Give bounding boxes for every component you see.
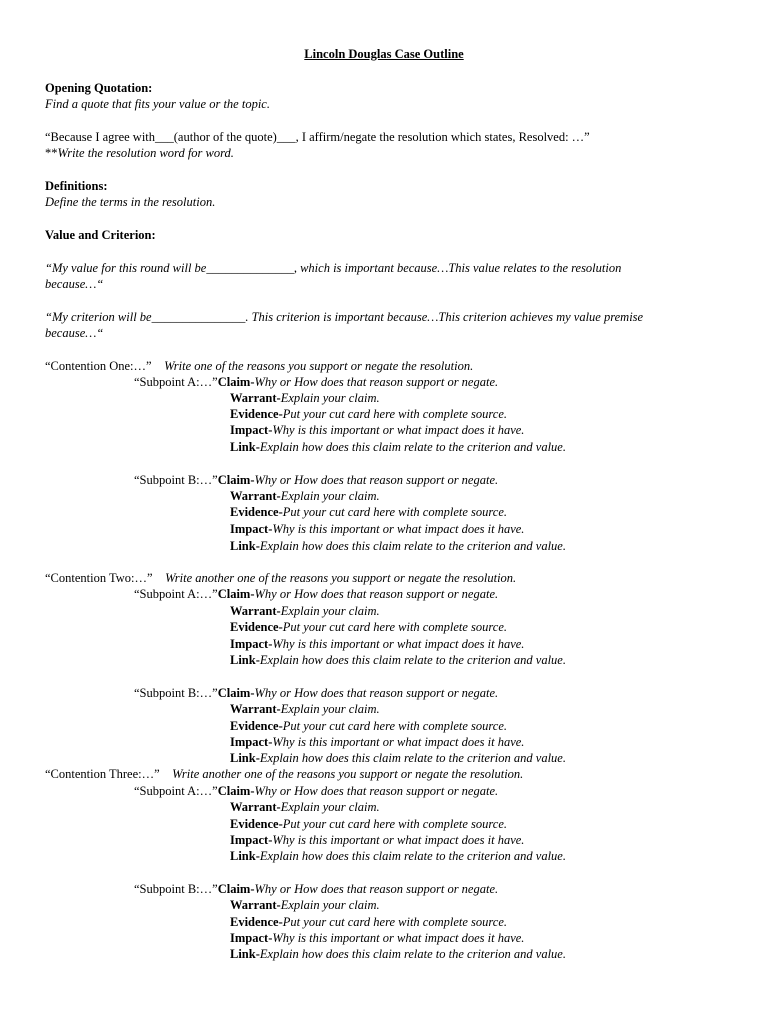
- value-criterion-heading: Value and Criterion:: [45, 228, 156, 242]
- contention-one: “Contention One:…” Write one of the reasons you support or negate the resolution.: [45, 359, 474, 373]
- c1-subpoint-b-link: Link-Explain how does this claim relate to the criterion and value.: [230, 539, 566, 553]
- c2-subpoint-b-impact: Impact-Why is this important or what impact does it have.: [230, 735, 525, 749]
- c2-subpoint-a-link: Link-Explain how does this claim relate to the criterion and value.: [230, 653, 566, 667]
- criterion-line-2: because…“: [45, 326, 104, 340]
- c2-subpoint-a-warrant: Warrant-Explain your claim.: [230, 604, 380, 618]
- value-line-2: because…“: [45, 277, 104, 291]
- c2-subpoint-b-evidence: Evidence-Put your cut card here with complete source.: [230, 719, 508, 733]
- c3-subpoint-a-warrant: Warrant-Explain your claim.: [230, 800, 380, 814]
- c3-subpoint-a-evidence: Evidence-Put your cut card here with complete source.: [230, 817, 508, 831]
- c1-subpoint-a-impact: Impact-Why is this important or what impact does it have.: [230, 423, 525, 437]
- criterion-line-1: “My criterion will be_______________. This criterion is important because…This criterion achieves my value premise: [45, 310, 644, 324]
- c2-subpoint-a-impact: Impact-Why is this important or what impact does it have.: [230, 637, 525, 651]
- c3-subpoint-b-claim: “Subpoint B:…”Claim-Why or How does that reason support or negate.: [134, 882, 499, 896]
- c1-subpoint-a-claim: “Subpoint A:…”Claim-Why or How does that reason support or negate.: [134, 375, 499, 389]
- definitions-instruction: Define the terms in the resolution.: [45, 195, 216, 209]
- c3-subpoint-b-link: Link-Explain how does this claim relate to the criterion and value.: [230, 947, 566, 961]
- c2-subpoint-a-evidence: Evidence-Put your cut card here with complete source.: [230, 620, 508, 634]
- c2-subpoint-b-link: Link-Explain how does this claim relate to the criterion and value.: [230, 751, 566, 765]
- c1-subpoint-b-claim: “Subpoint B:…”Claim-Why or How does that reason support or negate.: [134, 473, 499, 487]
- value-line-1: “My value for this round will be______________, which is important because…This value relates to the resolution: [45, 261, 622, 275]
- c3-subpoint-b-evidence: Evidence-Put your cut card here with complete source.: [230, 915, 508, 929]
- opening-template: “Because I agree with___(author of the quote)___, I affirm/negate the resolution which states, Resolved: …”: [45, 130, 590, 144]
- c3-subpoint-b-warrant: Warrant-Explain your claim.: [230, 898, 380, 912]
- page-title: Lincoln Douglas Case Outline: [304, 47, 464, 61]
- c1-subpoint-a-link: Link-Explain how does this claim relate to the criterion and value.: [230, 440, 566, 454]
- contention-two: “Contention Two:…” Write another one of the reasons you support or negate the resolution.: [45, 571, 517, 585]
- definitions-heading: Definitions:: [45, 179, 108, 193]
- c3-subpoint-a-claim: “Subpoint A:…”Claim-Why or How does that reason support or negate.: [134, 784, 499, 798]
- contention-three: “Contention Three:…” Write another one of the reasons you support or negate the resolution.: [45, 767, 524, 781]
- c1-subpoint-a-evidence: Evidence-Put your cut card here with complete source.: [230, 407, 508, 421]
- c3-subpoint-a-impact: Impact-Why is this important or what impact does it have.: [230, 833, 525, 847]
- c2-subpoint-b-claim: “Subpoint B:…”Claim-Why or How does that reason support or negate.: [134, 686, 499, 700]
- c1-subpoint-a-warrant: Warrant-Explain your claim.: [230, 391, 380, 405]
- opening-note: **Write the resolution word for word.: [45, 146, 234, 160]
- c1-subpoint-b-warrant: Warrant-Explain your claim.: [230, 489, 380, 503]
- opening-heading: Opening Quotation:: [45, 81, 153, 95]
- c2-subpoint-a-claim: “Subpoint A:…”Claim-Why or How does that reason support or negate.: [134, 587, 499, 601]
- c1-subpoint-b-evidence: Evidence-Put your cut card here with complete source.: [230, 505, 508, 519]
- c3-subpoint-a-link: Link-Explain how does this claim relate to the criterion and value.: [230, 849, 566, 863]
- c1-subpoint-b-impact: Impact-Why is this important or what impact does it have.: [230, 522, 525, 536]
- opening-instruction: Find a quote that fits your value or the topic.: [45, 97, 270, 111]
- c2-subpoint-b-warrant: Warrant-Explain your claim.: [230, 702, 380, 716]
- c3-subpoint-b-impact: Impact-Why is this important or what impact does it have.: [230, 931, 525, 945]
